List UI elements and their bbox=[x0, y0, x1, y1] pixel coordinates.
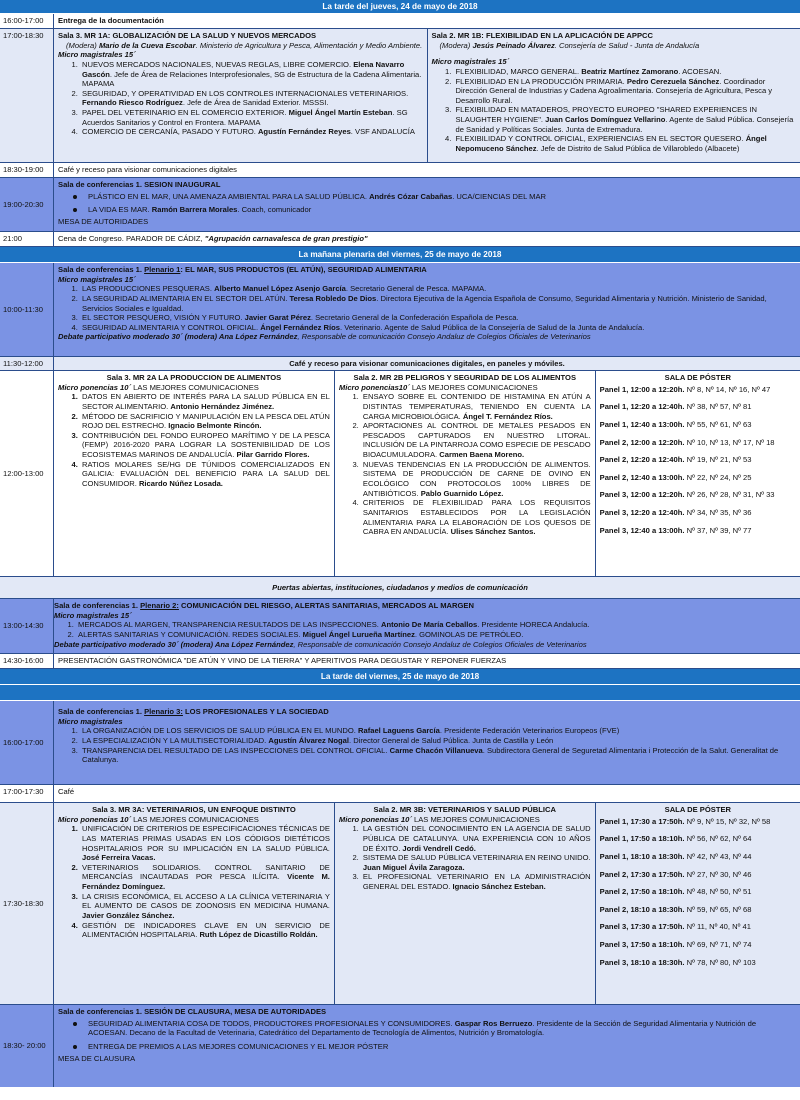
speaker-name: Jordi Vendrell Cedó. bbox=[402, 843, 476, 853]
talk-list bbox=[454, 67, 797, 154]
poster-numbers: Nº 26, Nº 28, Nº 31, Nº 33 bbox=[684, 490, 775, 500]
micro-label: Micro magistrales 15´ bbox=[58, 50, 136, 60]
day-header-friday-morning: La mañana plenaria del viernes, 25 de mayo de 2018 bbox=[0, 247, 800, 263]
session-text: Puertas abiertas, instituciones, ciudadanos y medios de comunicación bbox=[272, 582, 528, 592]
talk-title: FLEXIBILIDAD Y CONTROL OFICIAL, EXPERIENCIAS EN EL SECTOR QUESERO. bbox=[455, 134, 746, 144]
talk-title: ALERTAS SANITARIAS Y COMUNICACIÓN. REDES SOCIALES. bbox=[78, 629, 303, 639]
time-slot: 16:00-17:00 bbox=[0, 14, 54, 28]
talk-item bbox=[454, 77, 797, 106]
talk-item bbox=[80, 824, 330, 863]
row-dinner bbox=[0, 232, 800, 247]
poster-panel-time: Panel 2, 17:30 a 17:50h. bbox=[599, 869, 685, 879]
speaker-name: Ángel Fernández Ríos bbox=[260, 322, 340, 332]
poster-panel-time: Panel 3, 17:30 a 17:50h. bbox=[599, 922, 685, 932]
talk-item bbox=[80, 892, 330, 921]
poster-slot bbox=[600, 383, 796, 401]
poster-slot bbox=[600, 436, 796, 454]
row-documentation bbox=[0, 14, 800, 29]
speaker-affiliation: . Presidente HORECA Andalucía. bbox=[477, 620, 590, 630]
room-title: Sala 3. MR 2A LA PRODUCCION DE ALIMENTOS bbox=[106, 373, 282, 382]
poster-panel-time: Panel 2, 17:50 a 18:10h. bbox=[599, 887, 685, 897]
talk-title: PLÁSTICO EN EL MAR, UNA AMENAZA AMBIENTAL PARA LA SALUD PÚBLICA. bbox=[88, 191, 370, 201]
session-text: Entrega de la documentación bbox=[58, 16, 164, 25]
poster-panel-time: Panel 2, 12:40 a 13:00h. bbox=[599, 472, 685, 482]
speaker-name: Miguel Ángel Martín Esteban bbox=[288, 108, 393, 118]
poster-slot bbox=[600, 506, 796, 524]
time-slot: 14:30-16:00 bbox=[0, 654, 54, 668]
poster-panel-time: Panel 3, 17:50 a 18:10h. bbox=[599, 940, 685, 950]
session-text: Cena de Congreso. PARADOR DE CÁDIZ, "Agrupación carnavalesca de gran prestigio" bbox=[58, 234, 368, 243]
session-mr2b bbox=[334, 371, 595, 576]
talk-item bbox=[88, 1017, 796, 1040]
poster-numbers: Nº 59, Nº 65, Nº 68 bbox=[684, 904, 752, 914]
talk-title: PAPEL DEL VETERINARIO EN EL COMERCIO EXTERIOR. bbox=[82, 108, 289, 118]
talk-title: FLEXIBILIDAD, MARCO GENERAL. bbox=[455, 66, 582, 76]
talk-title: ENTREGA DE PREMIOS A LAS MEJORES COMUNICACIONES Y EL MEJOR PÓSTER bbox=[88, 1041, 389, 1051]
micro-label: Micro magistrales 15´ bbox=[58, 274, 136, 284]
row-gastronomy bbox=[0, 654, 800, 669]
talk-title: FLEXIBILIDAD EN LA PRODUCCIÓN PRIMARIA. bbox=[455, 76, 627, 86]
poster-panel-time: Panel 1, 18:10 a 18:30h. bbox=[599, 851, 685, 861]
talk-item bbox=[80, 313, 796, 323]
speaker-affiliation: . Presidente Federación Veterinarios Europeos (FVE) bbox=[439, 726, 620, 736]
speaker-name: Teresa Robledo De Dios bbox=[289, 293, 377, 303]
speaker-name: Carme Chacón Villanueva bbox=[389, 745, 483, 755]
room-title: Sala 2. MR 1B: FLEXIBILIDAD EN LA APLICACIÓN DE APPCC bbox=[431, 31, 654, 40]
row-coffee-2 bbox=[0, 357, 800, 371]
talk-title: LA ESPECIALIZACIÓN Y LA MULTISECTORIALIDAD. bbox=[82, 735, 269, 745]
row-inaugural bbox=[0, 178, 800, 232]
speaker-affiliation: . Secretario General de la Confederación Española de Pesca. bbox=[310, 313, 519, 323]
poster-slot bbox=[600, 471, 796, 489]
speaker-name: Gaspar Ros Berruezo bbox=[454, 1018, 533, 1028]
poster-panel-time: Panel 1, 12:20 a 12:40h. bbox=[599, 402, 685, 412]
talk-title: DATOS EN ABIERTO DE INTERÉS PARA LA SALUD PÚBLICA EN EL SECTOR ALIMENTARIO. bbox=[82, 392, 330, 411]
time-slot: 10:00-11:30 bbox=[0, 263, 54, 356]
speaker-affiliation: . Directora Ejecutiva de la Agencia Española de Consumo, Seguridad Alimentaria y Nutrición. Ministerio de Sanidad, Servicios Sociales e Igualdad. bbox=[82, 293, 767, 313]
debate-line: Debate participativo moderado 30´ (modera) Ana López Fernández, Responsable de comunicación Consejo Andaluz de Colegios Oficiales de Veterinarios bbox=[58, 332, 591, 342]
speaker-affiliation: . ACOESAN. bbox=[678, 66, 722, 76]
talk-list bbox=[80, 392, 330, 488]
speaker-affiliation: . Jefe de Área de Relaciones Interprofesionales, SG de Estructura de la Cadena Alimentaria. MAPAMA bbox=[82, 69, 422, 89]
poster-numbers: Nº 34, Nº 35, Nº 36 bbox=[684, 508, 752, 518]
time-slot: 17:00-18:30 bbox=[0, 29, 54, 162]
speaker-name: Fernando Riesco Rodríguez bbox=[82, 98, 183, 108]
talk-title: NUEVOS MERCADOS NACIONALES, NUEVAS REGLAS, LIBRE COMERCIO. bbox=[82, 59, 354, 69]
talk-title: LA GESTIÓN DEL CONOCIMIENTO EN LA AGENCIA DE SALUD PÚBLICA DE CATALUNYA. UNA EXPERIENCIA CON 10 AÑOS DE ÉXITO. bbox=[362, 824, 591, 853]
poster-numbers: Nº 19, Nº 21, Nº 53 bbox=[684, 455, 752, 465]
speaker-affiliation: . Jefe de Área de Sanidad Exterior. MSSSI. bbox=[182, 98, 329, 108]
poster-slot bbox=[600, 832, 796, 850]
poster-numbers: Nº 22, Nº 24, Nº 25 bbox=[684, 472, 752, 482]
speaker-affiliation: . SG Acuerdos Sanitarios y Control en Frontera. MAPAMA bbox=[82, 108, 408, 127]
poster-numbers: Nº 55, Nº 61, Nº 63 bbox=[684, 419, 752, 429]
talk-title: COMERCIO DE CERCANÍA, PASADO Y FUTURO. bbox=[82, 127, 258, 137]
talk-title: MÉTODO DE SACRIFICIO Y MANIPULACIÓN EN LA PESCA DEL ATÚN ROJO DEL ESTRECHO. bbox=[82, 411, 330, 431]
poster-slot bbox=[600, 920, 796, 938]
talk-item bbox=[88, 1040, 796, 1054]
poster-numbers: Nº 42, Nº 43, Nº 44 bbox=[684, 851, 752, 861]
room-title: Sala 2. MR 2B PELIGROS Y SEGURIDAD DE LOS ALIMENTOS bbox=[353, 373, 577, 382]
poster-slot bbox=[600, 938, 796, 956]
time-slot: 18:30-19:00 bbox=[0, 163, 54, 177]
speaker-name: Vicente M. Fernández Domínguez. bbox=[82, 872, 330, 892]
time-slot: 16:00-17:00 bbox=[0, 701, 54, 784]
talk-item bbox=[80, 726, 796, 736]
header-spacer bbox=[0, 685, 800, 701]
speaker-affiliation: . Veterinario. Agente de Salud Pública de la Consejería de Salud de la Junta de Andalucía. bbox=[339, 322, 645, 332]
talk-item bbox=[80, 736, 796, 746]
speaker-name: Antonio Hernández Jiménez. bbox=[170, 401, 275, 411]
row-coffee-3 bbox=[0, 785, 800, 803]
session-mr1a bbox=[54, 29, 427, 162]
speaker-name: Juan Carlos Domínguez Vellarino bbox=[545, 115, 666, 125]
talk-item bbox=[80, 746, 796, 765]
poster-panel-time: Panel 2, 18:10 a 18:30h. bbox=[599, 904, 685, 914]
speaker-name: Rafael Laguens García bbox=[357, 726, 440, 736]
talk-title: MERCADOS AL MARGEN, TRANSPARENCIA RESULTADOS DE LAS INSPECCIONES. bbox=[78, 620, 381, 630]
poster-panel-time: Panel 1, 12:00 a 12:20h. bbox=[599, 384, 685, 394]
speaker-name: Antonio De María Ceballos bbox=[380, 620, 478, 630]
row-plenario-1 bbox=[0, 263, 800, 357]
speaker-name: Elena Navarro Gascón bbox=[82, 59, 405, 79]
speaker-name: Pablo Guarnido López. bbox=[420, 488, 504, 498]
room-title: Sala 2. MR 3B: VETERINARIOS Y SALUD PÚBLICA bbox=[373, 805, 556, 814]
poster-slot bbox=[600, 488, 796, 506]
speaker-name: Agustín Fernández Reyes bbox=[257, 127, 351, 137]
poster-numbers: Nº 37, Nº 39, Nº 77 bbox=[684, 525, 752, 535]
speaker-name: Ruth López de Dicastillo Roldán. bbox=[199, 930, 318, 940]
row-coffee-1 bbox=[0, 163, 800, 178]
session-mr2a bbox=[54, 371, 334, 576]
speaker-affiliation: . Secretario General de Pesca. MAPAMA. bbox=[345, 284, 487, 294]
talk-item bbox=[80, 294, 796, 313]
speaker-name: Pedro Cerezuela Sánchez bbox=[626, 76, 720, 86]
row-mr3 bbox=[0, 803, 800, 1005]
poster-panel-time: Panel 3, 18:10 a 18:30h. bbox=[599, 957, 685, 967]
talk-item bbox=[76, 630, 796, 640]
talk-item bbox=[80, 412, 330, 431]
poster-panel-time: Panel 1, 17:50 a 18:10h. bbox=[599, 834, 685, 844]
poster-numbers: Nº 38, Nº 57, Nº 81 bbox=[684, 402, 752, 412]
micro-label: Micro ponencias 10´ LAS MEJORES COMUNICACIONES bbox=[58, 814, 259, 824]
talk-title: LA VIDA ES MAR. bbox=[88, 205, 152, 215]
poster-panel-time: Panel 3, 12:00 a 12:20h. bbox=[599, 490, 685, 500]
speaker-name: Ricardo Núñez Losada. bbox=[138, 479, 223, 489]
poster-title: SALA DE PÓSTER bbox=[664, 805, 732, 814]
poster-slot bbox=[600, 815, 796, 833]
speaker-affiliation: . UCA/CIENCIAS DEL MAR bbox=[452, 191, 547, 201]
speaker-name: Juan Miguel Ávila Zaragoza. bbox=[362, 862, 465, 872]
debate-line: Debate participativo moderado 30´ (modera) Ana López Fernández, Responsable de comunicación Consejo Andaluz de Colegios Oficiales de Veterinarios bbox=[54, 639, 587, 649]
talk-item bbox=[80, 127, 423, 137]
poster-panel-time: Panel 3, 12:40 a 13:00h. bbox=[599, 525, 685, 535]
micro-label: Micro magistrales 15´ bbox=[54, 610, 132, 620]
talk-title: GESTIÓN DE INDICADORES CLAVE EN UN SERVICIO DE ALIMENTACIÓN HOSPITALARIA. bbox=[82, 920, 330, 940]
speaker-affiliation: . VSF ANDALUCÍA bbox=[350, 127, 415, 137]
micro-label: Micro ponencias 10´ LAS MEJORES COMUNICACIONES bbox=[338, 814, 540, 824]
talk-item bbox=[361, 824, 591, 853]
room-title: Sala 3. MR 1A: GLOBALIZACIÓN DE LA SALUD Y NUEVOS MERCADOS bbox=[58, 31, 317, 40]
talk-item bbox=[76, 620, 796, 630]
speaker-name: Andrés Cózar Cabañas bbox=[369, 191, 453, 201]
speaker-affiliation: . GOMINOLAS DE PETRÓLEO. bbox=[414, 629, 524, 639]
poster-panel-time: Panel 1, 12:40 a 13:00h. bbox=[599, 419, 685, 429]
talk-list bbox=[80, 824, 330, 940]
poster-numbers: Nº 10, Nº 13, Nº 17, Nº 18 bbox=[684, 437, 775, 447]
talk-title: SEGURIDAD, Y OPERATIVIDAD EN LOS CONTROLES INTERNACIONALES VETERINARIOS. bbox=[82, 88, 409, 98]
talk-item bbox=[80, 323, 796, 333]
talk-list bbox=[361, 392, 591, 537]
poster-slot bbox=[600, 418, 796, 436]
talk-item bbox=[80, 60, 423, 89]
day-header-thursday: La tarde del jueves, 24 de mayo de 2018 bbox=[0, 0, 800, 14]
talk-title: FLEXIBILIDAD EN MATADEROS, PROYECTO EUROPEO "SHARED EXPERIENCES IN SLAUGHTER HYGIENE". bbox=[455, 105, 757, 125]
poster-numbers: Nº 78, Nº 80, Nº 103 bbox=[684, 957, 756, 967]
speaker-affiliation: . Coach, comunicador bbox=[237, 205, 312, 215]
talk-title: SEGURIDAD ALIMENTARIA Y CONTROL OFICIAL. bbox=[82, 322, 261, 332]
speaker-affiliation: . Coordinador Dirección General de Industrias y Cadena Agroalimentaria. Consejería de Agricultura, Pesca y Desarrollo Rural. bbox=[455, 76, 773, 105]
poster-numbers: Nº 8, Nº 14, Nº 16, Nº 47 bbox=[684, 384, 771, 394]
time-slot: 21:00 bbox=[0, 232, 54, 246]
session-text: Café y receso para visionar comunicaciones digitales bbox=[58, 165, 237, 174]
session-mr3b bbox=[334, 803, 595, 1004]
talk-item bbox=[361, 498, 591, 537]
time-slot: 11:30-12:00 bbox=[0, 357, 54, 370]
session-footer: MESA DE AUTORIDADES bbox=[58, 216, 149, 226]
poster-panel-time: Panel 3, 12:20 a 12:40h. bbox=[599, 508, 685, 518]
speaker-affiliation: . Director General de Salud Pública. Junta de Castilla y León bbox=[348, 735, 554, 745]
micro-label: Micro ponencias10´ LAS MEJORES COMUNICACIONES bbox=[338, 382, 538, 392]
poster-slot bbox=[600, 400, 796, 418]
talk-item bbox=[80, 392, 330, 411]
talk-item bbox=[361, 853, 591, 872]
time-slot: 17:30-18:30 bbox=[0, 803, 54, 1004]
session-text: Café y receso para visionar comunicaciones digitales, en paneles y móviles. bbox=[54, 357, 800, 370]
speaker-name: Agustín Álvarez Nogal bbox=[268, 735, 349, 745]
poster-numbers: Nº 27, Nº 30, Nº 46 bbox=[684, 869, 752, 879]
talk-list bbox=[80, 60, 423, 137]
row-mr1 bbox=[0, 29, 800, 163]
poster-numbers: Nº 9, Nº 15, Nº 32, Nº 58 bbox=[684, 816, 771, 826]
talk-title: EL PROFESIONAL VETERINARIO EN LA ADMINISTRACIÓN GENERAL DEL ESTADO. bbox=[362, 872, 591, 892]
talk-item bbox=[80, 284, 796, 294]
talk-title: LA SEGURIDAD ALIMENTARIA EN EL SECTOR DEL ATÚN. bbox=[82, 293, 290, 303]
speaker-name: Javier Garat Pérez bbox=[244, 313, 311, 323]
poster-list bbox=[600, 815, 796, 974]
talk-item bbox=[361, 392, 591, 421]
talk-title: EL SECTOR PESQUERO, VISIÓN Y FUTURO. bbox=[82, 313, 245, 323]
talk-item bbox=[80, 108, 423, 127]
row-plenario-3 bbox=[0, 701, 800, 785]
talk-title: CRITERIOS DE FLEXIBILIDAD PARA LOS REQUISITOS SANITARIOS ESTABLECIDOS POR LA LEGISLACIÓN ALIMENTARIA PARA LA ELABORACIÓN DE LOS QUESOS DE CABRA EN ANDALUCÍA. bbox=[362, 498, 591, 537]
session-footer: MESA DE CLAUSURA bbox=[58, 1053, 136, 1063]
speaker-name: Ángel T. Fernández Ríos. bbox=[462, 411, 553, 421]
talk-title: RATIOS MOLARES SE/HG DE TÚNIDOS COMERCIALIZADOS EN GALICIA: EVALUACIÓN DEL BENEFICIO PARA LA SALUD DEL CONSUMIDOR. bbox=[82, 459, 330, 489]
talk-title: LAS PRODUCCIONES PESQUERAS. bbox=[82, 284, 215, 294]
talk-title: APORTACIONES AL CONTROL DE METALES PESADOS EN PESCADOS CAPTURADOS EN NUESTRO LITORAL. INCLUSIÓN DE LA PINTARROJA COMO ESPECIE DE PESCADO BIOACUMULADORA. bbox=[362, 421, 591, 460]
poster-room bbox=[595, 371, 800, 576]
moderator: (Modera) Mario de la Cueva Escobar. Ministerio de Agricultura y Pesca, Alimentación y Medio Ambiente. bbox=[66, 40, 423, 50]
day-header-friday-afternoon: La tarde del viernes, 25 de mayo de 2018 bbox=[0, 669, 800, 685]
talk-item bbox=[80, 460, 330, 489]
talk-list bbox=[88, 1017, 796, 1054]
speaker-name: Alberto Manuel López Asenjo García bbox=[214, 284, 346, 294]
poster-room bbox=[595, 803, 800, 1004]
talk-list bbox=[80, 284, 796, 332]
speaker-name: Ignacio Belmonte Rincón. bbox=[168, 421, 262, 431]
speaker-affiliation: . Subdirectora General de Seguretad Alimentaria i Protección de la Salut. Generalitat de Catalunya. bbox=[82, 745, 779, 765]
micro-label: Micro magistrales bbox=[58, 716, 123, 726]
poster-numbers: Nº 11, Nº 40, Nº 41 bbox=[684, 922, 751, 932]
poster-slot bbox=[600, 868, 796, 886]
poster-numbers: Nº 56, Nº 62, Nº 64 bbox=[684, 834, 752, 844]
talk-list bbox=[88, 190, 796, 217]
micro-label: Micro ponencias 10´ LAS MEJORES COMUNICACIONES bbox=[58, 382, 259, 392]
time-slot: 17:00-17:30 bbox=[0, 785, 54, 802]
poster-slot bbox=[600, 850, 796, 868]
talk-item bbox=[80, 431, 330, 460]
talk-title: SISTEMA DE SALUD PÚBLICA VETERINARIA EN REINO UNIDO. bbox=[362, 853, 591, 863]
poster-panel-time: Panel 1, 17:30 a 17:50h. bbox=[599, 816, 685, 826]
talk-title: VETERINARIOS SOLIDARIOS. CONTROL SANITARIO DE MERCANCÍAS INCAUTADAS POR PESCA ILÍCITA. bbox=[82, 862, 330, 882]
speaker-name: Ulises Sánchez Santos. bbox=[450, 527, 536, 537]
micro-label: Micro magistrales 15´ bbox=[431, 57, 510, 67]
talk-item bbox=[454, 105, 797, 134]
poster-slot bbox=[600, 903, 796, 921]
speaker-name: Ignacio Sánchez Esteban. bbox=[452, 882, 546, 892]
speaker-name: Beatriz Martínez Zamorano bbox=[581, 66, 679, 76]
talk-item bbox=[80, 921, 330, 940]
talk-item bbox=[454, 134, 797, 153]
session-mr3a bbox=[54, 803, 334, 1004]
session-text: PRESENTACIÓN GASTRONÓMICA "DE ATÚN Y VINO DE LA TIERRA" Y APERITIVOS PARA DEGUSTAR Y REPONER FUERZAS bbox=[58, 656, 507, 665]
talk-title: SEGURIDAD ALIMENTARIA COSA DE TODOS, PRODUCTORES PROFESIONALES Y CONSUMIDORES. bbox=[88, 1018, 455, 1028]
session-mr1b bbox=[427, 29, 800, 162]
session-title: Sala de conferencias 1. Plenario 2: COMUNICACIÓN DEL RIESGO, ALERTAS SANITARIAS, MERCADOS AL MARGEN bbox=[54, 601, 474, 610]
talk-title: LA ORGANIZACIÓN DE LOS SERVICIOS DE SALUD PÚBLICA EN EL MUNDO. bbox=[82, 726, 358, 736]
poster-slot bbox=[600, 956, 796, 974]
time-slot: 13:00-14:30 bbox=[0, 599, 54, 653]
speaker-name: Javier González Sánchez. bbox=[82, 911, 175, 921]
session-title: Sala de conferencias 1. Plenario 1: EL MAR, SUS PRODUCTOS (EL ATÚN), SEGURIDAD ALIMENTARIA bbox=[58, 265, 427, 274]
poster-slot bbox=[600, 524, 796, 542]
poster-numbers: Nº 69, Nº 71, Nº 74 bbox=[684, 940, 752, 950]
talk-item bbox=[361, 872, 591, 891]
poster-panel-time: Panel 2, 12:00 a 12:20h. bbox=[599, 437, 685, 447]
poster-title: SALA DE PÓSTER bbox=[664, 373, 732, 382]
talk-title: TRANSPARENCIA DEL RESULTADO DE LAS INSPECCIONES DEL CONTROL OFICIAL. bbox=[82, 745, 390, 755]
speaker-name: Carmen Baena Moreno. bbox=[439, 450, 525, 460]
speaker-name: Ángel Nepomuceno Sánchez bbox=[455, 134, 767, 154]
poster-slot bbox=[600, 885, 796, 903]
speaker-name: Pilar Garrido Flores. bbox=[236, 450, 310, 460]
talk-title: LA CRISIS ECONÓMICA, EL ACCESO A LA CLÍNICA VETERINARIA Y EL AUMENTO DE CASOS DE ZOONOSIS EN MEDICINA HUMANA. bbox=[82, 891, 330, 911]
poster-list bbox=[600, 383, 796, 542]
talk-item bbox=[88, 203, 796, 217]
talk-item bbox=[80, 89, 423, 108]
talk-title: ENSAYO SOBRE EL CONTENIDO DE HISTAMINA EN ATÚN A DISTINTAS TEMPERATURAS, TENIENDO EN CUENTA LA CARGA MICROBIOLÓGICA. bbox=[362, 392, 591, 421]
talk-list bbox=[361, 824, 591, 891]
poster-numbers: Nº 48, Nº 50, Nº 51 bbox=[684, 887, 752, 897]
talk-item bbox=[80, 863, 330, 892]
poster-slot bbox=[600, 453, 796, 471]
row-open-doors bbox=[0, 577, 800, 599]
session-text: Café bbox=[58, 787, 75, 796]
row-mr2 bbox=[0, 371, 800, 577]
speaker-affiliation: . Presidente de la Sección de Seguridad Alimentaria y Nutrición de ACOESAN. Decano de la Facultad de Veterinaria, Catedrático del Departamento de Tecnología de Alimentos, Nutrición y Bromatología. bbox=[88, 1018, 757, 1038]
speaker-name: Miguel Ángel Lurueña Martínez bbox=[302, 629, 415, 639]
row-plenario-2 bbox=[0, 599, 800, 654]
speaker-name: José Ferreira Vacas. bbox=[82, 853, 156, 863]
talk-item bbox=[88, 190, 796, 204]
poster-panel-time: Panel 2, 12:20 a 12:40h. bbox=[599, 455, 685, 465]
time-slot: 18:30- 20:00 bbox=[0, 1005, 54, 1087]
moderator: (Modera) Jesús Peinado Álvarez. Consejería de Salud - Junta de Andalucía bbox=[439, 40, 700, 50]
session-title: Sala de conferencias 1. SESION INAUGURAL bbox=[58, 180, 221, 189]
session-title: Sala de conferencias 1. SESIÓN DE CLAUSURA, MESA DE AUTORIDADES bbox=[58, 1007, 327, 1016]
speaker-name: Ramón Barrera Morales bbox=[151, 205, 238, 215]
time-slot: 12:00-13:00 bbox=[0, 371, 54, 576]
room-title: Sala 3. MR 3A: VETERINARIOS, UN ENFOQUE DISTINTO bbox=[92, 805, 296, 814]
time-slot: 19:00-20:30 bbox=[0, 178, 54, 231]
talk-title: NUEVAS TENDENCIAS EN LA PRODUCCIÓN DE ALIMENTOS. SISTEMA DE PRODUCCIÓN DE CARNE DE OVINO EN ECOLÓGICO CON PROTOCOLOS 100% LIBRES DE ANTIBIÓTICOS. bbox=[362, 459, 591, 498]
talk-list bbox=[76, 620, 796, 639]
talk-item bbox=[361, 460, 591, 499]
speaker-affiliation: . Jefe de Distrito de Salud Pública de Villarobledo (Albacete) bbox=[536, 144, 740, 154]
talk-item bbox=[361, 421, 591, 460]
session-title: Sala de conferencias 1. Plenario 3: LOS PROFESIONALES Y LA SOCIEDAD bbox=[58, 707, 329, 716]
row-closing bbox=[0, 1005, 800, 1087]
talk-item bbox=[454, 67, 797, 77]
speaker-affiliation: . Agente de Salud Pública. Consejería de Sanidad y Políticas Sociales. Junta de Extremadura. bbox=[455, 115, 794, 134]
talk-title: CONTRIBUCIÓN DEL FONDO EUROPEO MARÍTIMO Y DE LA PESCA (FEMP) 2016-2020 PARA LOGRAR LA SOSTENIBILIDAD DE LOS ECOSISTEMAS MARINOS DE ANDALUCÍA. bbox=[82, 430, 330, 460]
talk-list bbox=[80, 726, 796, 765]
talk-title: UNIFICACIÓN DE CRITERIOS DE ESPECIFICACIONES TÉCNICAS DE LAS MATERIAS PRIMAS USADAS EN LOS CÓDIGOS DIETÉTICOS HOSPITALARIOS POR SU IMPLICACIÓN EN LA SALUD PÚBLICA. bbox=[82, 824, 330, 853]
